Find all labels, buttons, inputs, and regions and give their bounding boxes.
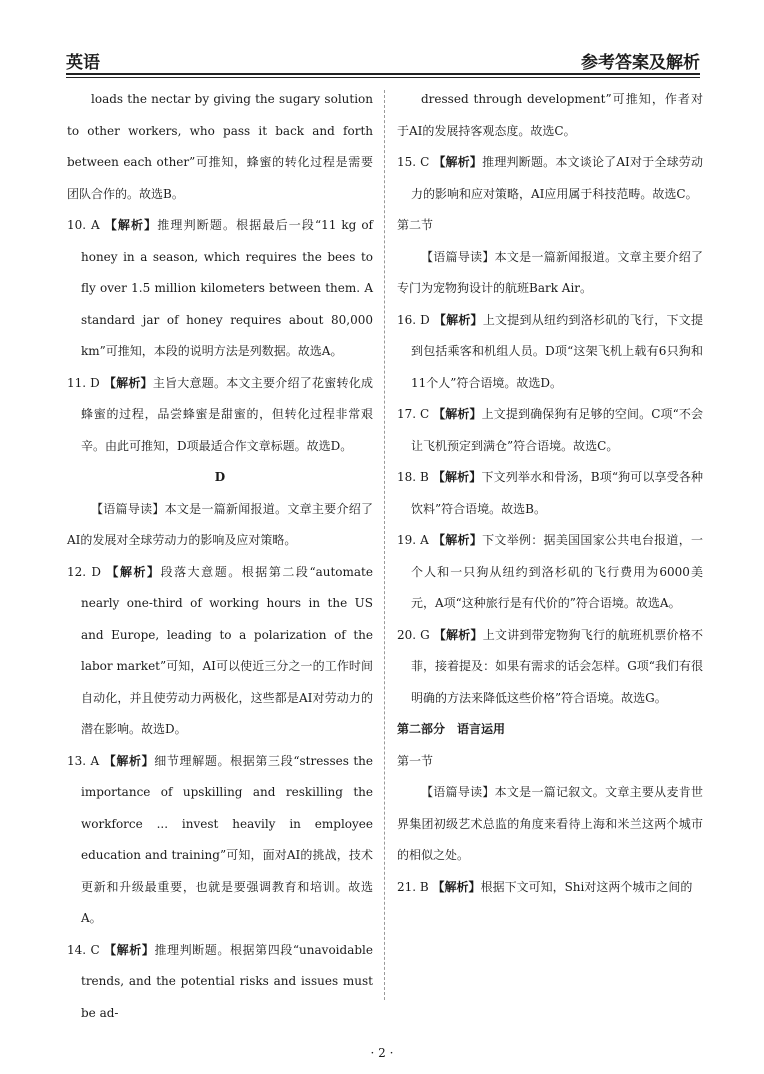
- analysis-tag: 【解析】: [106, 564, 161, 579]
- answer-item: [397, 147, 703, 210]
- answer-number: 12. D: [67, 564, 102, 579]
- column-divider: [384, 90, 385, 1000]
- passage-intro: 【语篇导读】本文是一篇新闻报道。文章主要介绍了AI的发展对全球劳动力的影响及应对策略。: [67, 501, 373, 547]
- analysis-tag: 【解析】: [103, 375, 153, 390]
- left-column: [67, 84, 373, 1029]
- answer-item: [67, 935, 373, 1030]
- header-rule-thin: [66, 77, 700, 78]
- analysis-tag: 【解析】: [433, 407, 482, 421]
- page-header: [66, 44, 700, 72]
- answer-text: 推理判断题。本文谈论了AI对于全球劳动力的影响和应对策略，AI应用属于科技范畴。故选C。: [411, 155, 703, 201]
- answer-number: 18. B: [397, 470, 429, 484]
- header-rule-thick: [66, 73, 700, 75]
- answer-number: 13. A: [67, 753, 100, 768]
- answer-item: [397, 525, 703, 620]
- analysis-tag: 【解析】: [432, 533, 483, 547]
- answer-number: 20. G: [397, 627, 430, 642]
- analysis-tag: 【解析】: [103, 753, 155, 768]
- answer-number: 10. A: [67, 218, 100, 232]
- answer-item: [67, 368, 373, 463]
- page-number: · 2 ·: [370, 1046, 394, 1060]
- answer-text: 段落大意题。根据第二段“automate nearly one-third of working hours in the US and Europe, leading to a polarization of the labor market”可知，AI可以使近三分之一的工作时间自动化，并且使劳动力两极化，这些都是AI对劳动力的潜在影响。故选D。: [81, 564, 373, 736]
- answer-item: [397, 399, 703, 462]
- answer-text: 上文提到从纽约到洛杉矶的飞行，下文提到包括乘客和机组人员。D项“这架飞机上载有6只狗和11个人”符合语境。故选D。: [411, 312, 703, 390]
- answer-text: 细节理解题。根据第三段“stresses the importance of upskilling and reskilling the workforce ... invest heavily in employee education and training”可知，面对AI的挑战，技术更新和升级最重要，也就是要强调教育和培训。故选A。: [81, 753, 373, 925]
- subject-title: 英语: [66, 53, 100, 73]
- section-heading: D: [214, 470, 226, 484]
- answer-number: 17. C: [397, 407, 430, 421]
- right-column: [397, 84, 703, 903]
- continuation-text: dressed through development”可推知，作者对于AI的发展持客观态度。故选C。: [397, 92, 703, 138]
- answer-number: 19. A: [397, 533, 429, 547]
- answer-item: [397, 620, 703, 715]
- answer-item: [397, 305, 703, 400]
- answer-text: 主旨大意题。本文主要介绍了花蜜转化成蜂蜜的过程，品尝蜂蜜是甜蜜的，但转化过程非常艰辛。由此可推知，D项最适合作文章标题。故选D。: [81, 375, 373, 453]
- analysis-tag: 【解析】: [433, 627, 483, 642]
- answer-number: 21. B: [397, 879, 429, 894]
- analysis-tag: 【解析】: [432, 470, 482, 484]
- answer-text: 上文讲到带宠物狗飞行的航班机票价格不菲，接着提及：如果有需求的话会怎样。G项“我们有很明确的方法来降低这些价格”符合语境。故选G。: [411, 627, 703, 705]
- subsection-heading: 第一节: [397, 753, 434, 768]
- continuation-text: loads the nectar by giving the sugary solution to other workers, who pass it back and forth between each other”可推知，蜂蜜的转化过程是需要团队合作的。故选B。: [67, 92, 373, 201]
- section-title: 参考答案及解析: [581, 53, 700, 73]
- answer-text: 下文举例：据美国国家公共电台报道，一个人和一只狗从纽约到洛杉矶的飞行费用为6000美元，A项“这种旅行是有代价的”符合语境。故选A。: [411, 533, 703, 610]
- answer-item: [67, 210, 373, 368]
- subsection-heading: 第二节: [397, 218, 434, 232]
- analysis-tag: 【解析】: [432, 879, 481, 894]
- analysis-tag: 【解析】: [104, 218, 158, 232]
- answer-text: 上文提到确保狗有足够的空间。C项“不会让飞机预定到满仓”符合语境。故选C。: [411, 407, 703, 453]
- answer-text: 推理判断题。根据第四段“unavoidable trends, and the potential risks and issues must be ad-: [81, 942, 373, 1020]
- answer-text: 推理判断题。根据最后一段“11 kg of honey in a season, which requires the bees to fly over 1.5 million kilometers between them. A standard jar of honey requires about 80,000 km”可推知，本段的说明方法是列数据。故选A。: [81, 218, 373, 358]
- passage-intro: 【语篇导读】本文是一篇记叙文。文章主要从麦肯世界集团初级艺术总监的角度来看待上海和米兰这两个城市的相似之处。: [397, 785, 703, 862]
- answer-number: 14. C: [67, 942, 100, 957]
- answer-number: 11. D: [67, 375, 100, 390]
- answer-number: 15. C: [397, 155, 430, 169]
- answer-number: 16. D: [397, 312, 430, 327]
- analysis-tag: 【解析】: [433, 155, 483, 169]
- passage-intro: 【语篇导读】本文是一篇新闻报道。文章主要介绍了专门为宠物狗设计的航班Bark Air。: [397, 249, 703, 295]
- analysis-tag: 【解析】: [433, 312, 483, 327]
- answer-item: [67, 557, 373, 746]
- answer-item: [397, 872, 703, 904]
- part-heading: 第二部分 语言运用: [397, 722, 506, 736]
- answer-text: 根据下文可知，Shi对这两个城市之间的: [480, 879, 693, 894]
- answer-text: 下文列举水和骨汤，B项“狗可以享受各种饮料”符合语境。故选B。: [411, 470, 703, 516]
- answer-item: [67, 746, 373, 935]
- answer-item: [397, 462, 703, 525]
- analysis-tag: 【解析】: [104, 942, 155, 957]
